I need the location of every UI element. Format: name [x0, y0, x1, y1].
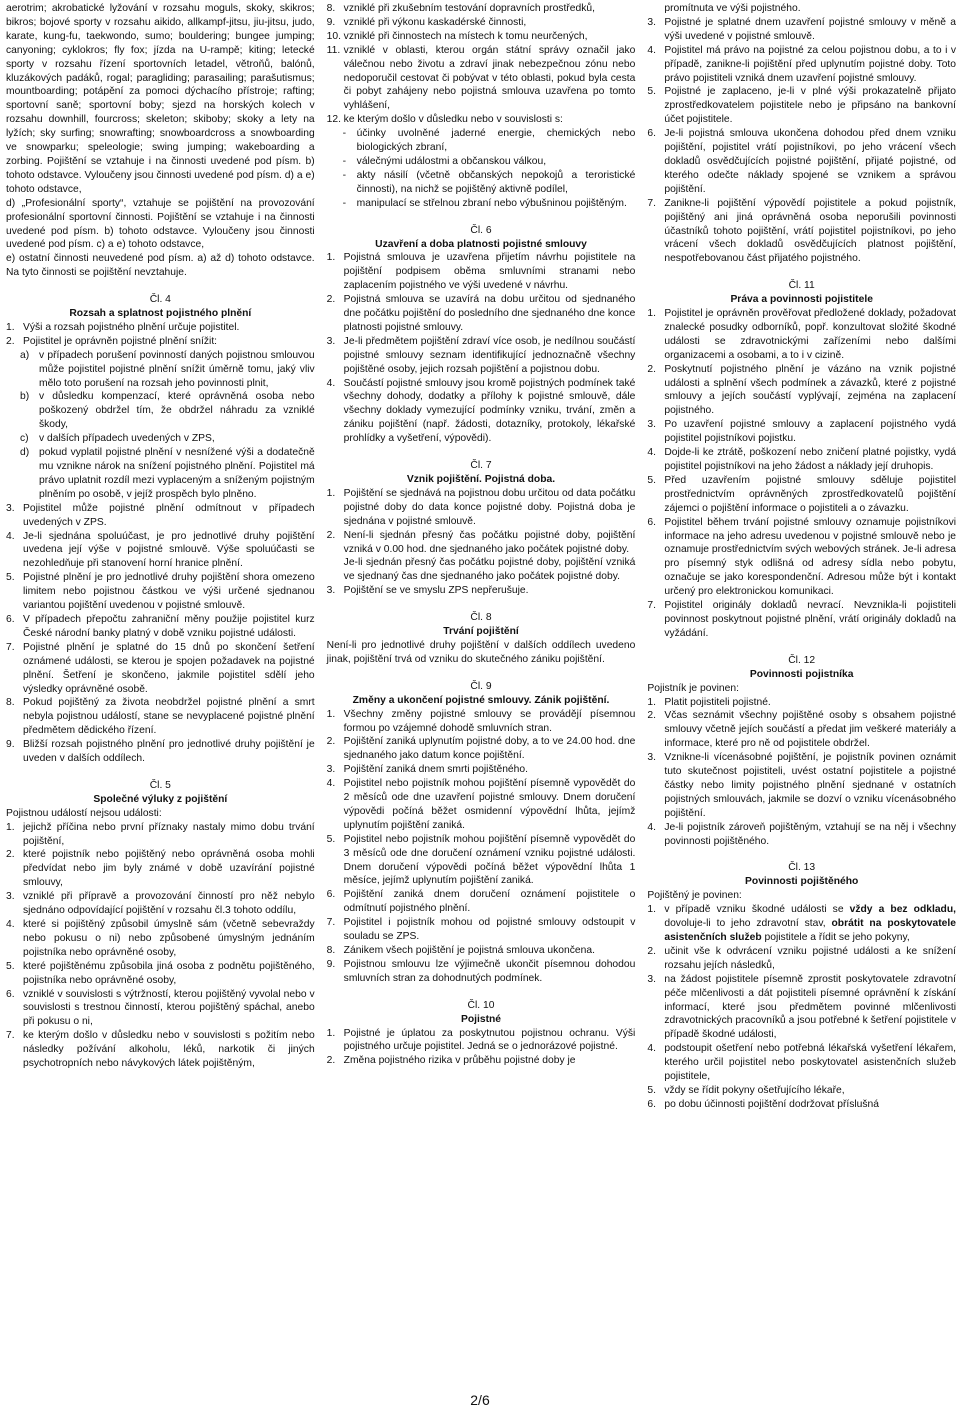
list-item: 1. jejichž příčina nebo první příznaky nastaly mimo dobu trvání pojištění, [6, 821, 315, 847]
article-number: Čl. 7 [470, 460, 492, 472]
list-item: 3. Po uzavření pojistné smlouvy a zaplacení pojistného vydá pojistitel pojistníkovi pojistku. [647, 419, 957, 445]
lead-text: Pojistnou událostí nejsou události: [6, 807, 162, 819]
list-item: 7. Pojistné plnění je splatné do 15 dnů po skončení šetření oznámené události, se kterou je spojen požadavek na pojistné plnění. Šetření je skončeno, jakmile pojistitel sdělí jeho výsledky oprávněné osobě. [6, 641, 315, 695]
list-item: 5. Pojistitel nebo pojistník mohou pojištění písemně vypovědět do 3 měsíců ode dne doručení oznámení vzniku pojistné události. Dnem doručení výpovědi počíná běžet výpovědní lhůta 1 měsíce, jejímž uplynutím pojištění zaniká. [326, 833, 636, 887]
list-item: 1. Pojištění se sjednává na pojistnou dobu určitou od data počátku pojistné doby do data konce pojistné doby. Pojistná doba je sjednána v pojistné smlouvě. [326, 487, 636, 527]
list-item: 8. vzniklé při zkušebním testování dopravních prostředků, [326, 3, 595, 14]
column-left [6, 2, 315, 1382]
list-item: 11. vzniklé v oblasti, kterou orgán státní správy označil jako válečnou nebo životu a zdraví jinak nebezpečnou zónu nebo nedoporučil cestovat či pobývat v této oblasti, pokud byla cesta či pobyt zahájeny nebo pojistná smlouva uzavřena po tomto vyhlášení, [326, 44, 636, 112]
article-heading [6, 293, 315, 321]
list-item: 2. učinit vše k odvrácení vzniku pojistné události a ke snížení rozsahu jejích následků, [647, 945, 957, 971]
list-item: 5. Pojistné plnění je pro jednotlivé druhy pojištění shora omezeno limitem nebo pojistnou částkou ve výši určené sjednanou variantou pojištění uvedenou v pojistné smlouvě. [6, 572, 315, 612]
sub-item: d) pokud vyplatil pojistné plnění v nesnížené výši a dodatečně mu vznikne nárok na snížení pojistného plnění. Pojistitel má právo uplatnit rozdíl mezi vyplaceným a sníženým pojistným plněním po osobě, v jejíž prospěch bylo plněno. [20, 447, 315, 500]
document-page [6, 2, 956, 1382]
article-heading [327, 680, 636, 708]
list-item: 2. Včas seznámit všechny pojištěné osoby s obsahem pojistné smlouvy včetně jejích součástí a předat jim veškeré materiály a informace, které pro ně od pojistitele obdržel. [647, 710, 957, 750]
list-item: 6. V případech přepočtu zahraniční měny použije pojistitel kurz České národní banky platný v době vzniku pojistné události. [6, 613, 315, 639]
list-item: 7. ke kterým došlo v důsledku nebo v souvislosti s požitím nebo následky požívání alkoholu, léků, narkotik či jiných psychotropních nebo návykových látek pojištěným, [6, 1030, 315, 1070]
indented-text: Je-li sjednán přesný čas počátku pojistné doby, pojištění vzniká ve sjednaný čas dne sjednaného jako počátek pojistné doby. [343, 557, 636, 583]
article-number: Čl. 6 [470, 224, 492, 236]
list-item: 2. Pojistná smlouva se uzavírá na dobu určitou od sjednaného dne počátku pojištění do posledního dne sjednaného dne konce platnosti pojistné smlouvy. [326, 294, 636, 333]
lead-text: Pojištěný je povinen: [647, 890, 742, 902]
list-item: 3. Pojistné je splatné dnem uzavření pojistné smlouvy v měně a výši uvedené v pojistné smlouvě. [647, 16, 957, 42]
article-title: Práva a povinnosti pojistitele [730, 294, 873, 306]
list-item: 2. Poskytnutí pojistného plnění je vázáno na vznik pojistné události a splnění všech podmínek a závazků, které z pojistné smlouvy a jejích součástí vyplývají, zejména na zaplacení pojistného. [647, 363, 957, 417]
list-item: 9. Pojistnou smlouvu lze výjimečně ukončit písemnou dohodou smluvních stran za dohodnutých podmínek. [326, 958, 636, 984]
list-item: 8. Zánikem všech pojištění je pojistná smlouva ukončena. [326, 945, 595, 956]
list-item: 4. Je-li sjednána spoluúčast, je pro jednotlivé druhy pojištění uvedena její výše v pojistné smlouvě. Výše spoluúčasti se nezohledňuje při stanovení horní hranice plnění. [6, 530, 315, 570]
list-item: 5. Před uzavřením pojistné smlouvy sděluje pojistitel prostřednictvím oprávněných zprostředkovatelů pojištění zájemci o pojištění informace o pojistiteli a o závazku. [647, 474, 957, 514]
list-item: 7. Zanikne-li pojištění výpovědí pojistitele a pokud pojistník, pojištěný ani jiná oprávněná osoba neporušili povinnosti účastníků tohoto pojištění, vrátí pojistitel pojistníkovi, po jeho vrácení všech dokladů osvědčujících platnost pojištění, nespotřebovanou část přijatého pojistného. [647, 197, 957, 265]
article-number: Čl. 5 [149, 779, 171, 791]
list-item: 8. Pokud pojištěný za života neobdržel pojistné plnění a smrt nebyla pojistnou událostí, stane se nevyplacené pojistné plnění předmětem dědického řízení. [6, 697, 315, 737]
article-number: Čl. 9 [470, 680, 492, 692]
article-heading [6, 779, 315, 807]
list-item: 1. Pojistitel je oprávněn prověřovat předložené doklady, požadovat znalecké posudky odborníků, popř. konzultovat složité škodné události se zdravotnickými zařízeními nebo dalšími organizacemi a osobami, a to i v cizině. [647, 308, 957, 361]
article-heading [327, 999, 636, 1027]
list-item: 3. Vznikne-li vícenásobné pojištění, je pojistník povinen oznámit tuto skutečnost pojistiteli, uvést ostatní pojistitele a pojistné částky nebo limity pojistného plnění sjednané v ostatních pojistných smlouvách, jakmile se dozví o vzniku vícenásobného pojištění. [647, 752, 957, 819]
continued-text: promítnuta ve výši pojistného. [664, 3, 801, 14]
list-item: 2. Není-li sjednán přesný čas počátku pojistné doby, pojištění vzniká v 0.00 hod. dne sjednaného jako počátek pojistné doby. [326, 529, 636, 555]
article-title: Rozsah a splatnost pojistného plnění [69, 308, 252, 320]
article-title: Povinnosti pojistníka [749, 668, 854, 680]
list-item: 6. Pojištění zaniká dnem doručení oznámení pojistitele o odmítnutí pojistného plnění. [326, 889, 636, 915]
dash-item: - manipulací se střelnou zbraní nebo výbušninou pojištěným. [342, 197, 627, 209]
list-item: 3. Pojištění se ve smyslu ZPS nepřerušuje. [326, 585, 529, 597]
list-item: 4. Pojistitel nebo pojistník mohou pojištění písemně vypovědět do 2 měsíců ode dne uzavření pojistné smlouvy. Dnem doručení výpovědi počíná běžet osmidenní výpovědní lhůta, jejímž uplynutím pojištění zaniká. [326, 778, 636, 831]
paragraph-intro: aerotrim; akrobatické lyžování v rozsahu moguls, skoky, skikros; bikros; bojové sporty v rozsahu aikido, allkampf-jitsu, jiu-jitsu, judo, karate, kung-fu, taekwondo, sumo; bouldering; bungee jumping; canyoning; cyklokros; fly fox; jízda na U-rampě; kiting; letecké sporty v rozsahu řízení sportovních letadel, větroňů, balónů, kluzákových padáků, rogal; paragliding; parasailing; parašutismus; mountboarding; potápění za pomoci dýchacího přístroje; rafting; sportovní saně; sportovní boby; sjezd na horských kolech v rozsahu downhill, fourcross; skeleton; skiboby; skoky a lety na lyžích; sky surfing; snowrafting; snowboardcross a snowboarding ve snowparku; speleologie; swing jumping; wakeboarding a zorbing. Pojištění se vztahuje i na činnosti uvedené pod písm. b) tohoto odstavce. Vyloučeny jsou činnosti uvedené pod písm. d) a e) tohoto odstavce, [6, 3, 315, 195]
list-item: 7. Pojistitel i pojistník mohou od pojistné smlouvy odstoupit v souladu se ZPS. [326, 917, 636, 943]
article-heading [647, 861, 956, 889]
list-item: 5. vždy se řídit pokyny ošetřujícího lékaře, [647, 1084, 845, 1096]
article-number: Čl. 4 [149, 294, 171, 306]
dash-item: - akty násilí (včetně občanských nepokojů a teroristické činnosti), na nichž se pojištěný aktivně podílel, [342, 169, 636, 195]
article-number: Čl. 10 [467, 999, 495, 1011]
article-heading [327, 459, 636, 487]
list-item: 7. Pojistitel originály dokladů nevrací. Nevznikla-li pojistiteli povinnost poskytnout pojistné plnění, vrátí originály dokladů na vyžádání. [647, 600, 957, 639]
lead-text: Pojistník je povinen: [647, 682, 739, 694]
list-item: 4. Součástí pojistné smlouvy jsou kromě pojistných podmínek také všechny dohody, dodatky a přílohy k pojistné smlouvě, dále všechny doklady vymezující podmínky vzniku, trvání, změn a zániku pojištění (např. žádosti, dotazníky, protokoly, lékařské prohlídky a vyšetření, výpovědi). [326, 377, 636, 445]
list-item: 1. Platit pojistiteli pojistné. [647, 696, 771, 708]
column-right [647, 2, 956, 1382]
list-item: 1. v případě vzniku škodné události se vždy a bez odkladu, dovoluje-li to jeho zdravotní stav, obrátit na poskytovatele asistenčních služeb pojistitele a řídit se jeho pokyny, [647, 904, 957, 943]
list-item: 4. Pojistitel má právo na pojistné za celou pojistnou dobu, a to i v případě, zanikne-li pojištění před uplynutím pojistné doby. Toto právo pojistiteli vzniká dnem uzavření pojistné smlouvy. [647, 44, 957, 84]
article-heading [647, 654, 956, 682]
article-title: Společné výluky z pojištění [93, 793, 228, 805]
list-item: 6. Pojistitel během trvání pojistné smlouvy oznamuje pojistníkovi informace na jeho adresu uvedenou v pojistné smlouvě nebo je oznamuje prostřednictvím svých webových stránek. Je-li adresa pro písemný styk odlišná od adresy sídla nebo pobytu, označuje se jako korespondenční. Adresou může být i kontakt určený pro elektronickou komunikaci. [647, 516, 957, 598]
list-item: 1. Pojistné je úplatou za poskytnutou pojistnou ochranu. Výši pojistného určuje pojistitel. Jedná se o jednorázové pojistné. [326, 1027, 636, 1053]
article-number: Čl. 13 [788, 862, 816, 874]
sub-item: c) v dalších případech uvedených v ZPS, [20, 433, 215, 445]
item-e: e) ostatní činnosti neuvedené pod písm. a) až d) tohoto odstavce. Na tyto činnosti se pojištění nevztahuje. [6, 253, 315, 279]
list-item: 12. ke kterým došlo v důsledku nebo v souvislosti s: [326, 114, 563, 126]
list-item: 6. Je-li pojistná smlouva ukončena dohodou před dnem vzniku pojištění, pojistitel vrátí pojistníkovi, po jeho vrácení všech dokladů osvědčujících pojistné pojištění, přijaté pojistné, od kterého odečte náklady spojené se vznikem a správou pojištění. [647, 128, 957, 195]
list-item: 6. po dobu účinnosti pojištění dodržovat příslušná [647, 1098, 879, 1110]
list-item: 4. Dojde-li ke ztrátě, poškození nebo zničení platné pojistky, vydá pojistitel pojistníkovi na jeho žádost a náklady její druhopis. [647, 447, 957, 472]
list-item: 2. které pojistník nebo pojištěný nebo oprávněná osoba mohli předvídat nebo jim byly známé v době uzavírání pojistné smlouvy, [6, 849, 315, 889]
article-heading [327, 224, 636, 252]
list-item: 3. vzniklé při přípravě a provozování činností pro něž nebylo sjednáno odpovídající pojištění v rozsahu čl.3 tohoto oddílu, [6, 891, 315, 917]
list-item: 1. Pojistná smlouva je uzavřena přijetím návrhu pojistitele na pojištění podpisem oběma smluvními stranami nebo zaplacením pojistného ve výši uvedené v návrhu. [326, 252, 636, 292]
list-item: 10. vzniklé při činnostech na místech k tomu neurčených, [326, 30, 588, 42]
article-title: Vznik pojištění. Pojistná doba. [406, 474, 556, 485]
article-number: Čl. 8 [470, 612, 492, 624]
sub-item: b) v důsledku kompenzací, které oprávněná osoba nebo poškozený obdržel tím, že obdržel náhradu za vzniklé škody, [20, 391, 315, 431]
list-item: 3. Pojistitel může pojistné plnění odmítnout v případech uvedených v ZPS. [6, 502, 315, 528]
list-item: 2. Změna pojistného rizika v průběhu pojistné doby je [326, 1055, 576, 1067]
list-item: 4. které si pojištěný způsobil úmyslně sám (včetně sebevraždy nebo pokusu o ni) nebo způsobené úmyslným jednáním pojistníka nebo oprávněné osoby, [6, 919, 315, 958]
article-title: Pojistné [460, 1013, 502, 1025]
article-title: Uzavření a doba platnosti pojistné smlouvy [375, 238, 587, 250]
list-item: 3. Je-li předmětem pojištění zdraví více osob, je nedílnou součástí pojistné smlouvy seznam identifikující jednoznačně všechny pojištěné osoby, jejich rozsah pojištění a pojistnou dobu. [326, 335, 636, 375]
page-number: 2/6 [470, 1392, 490, 1408]
paragraph: Není-li pro jednotlivé druhy pojištění v dalších oddílech uvedeno jinak, pojištění trvá od vzniku do skutečného zániku pojištění. [326, 639, 636, 665]
list-item: 9. vzniklé při výkonu kaskadérské činnosti, [326, 16, 527, 28]
list-item: 4. podstoupit ošetření nebo potřebná lékařská vyšetření lékařem, kterého určil pojistitel nebo poskytovatel asistenčních služeb pojistitele, [647, 1043, 957, 1083]
list-item: 1. Výši a rozsah pojistného plnění určuje pojistitel. [6, 321, 240, 333]
list-item: 3. na žádost pojistitele písemně zprostit poskytovatele zdravotní péče mlčenlivosti a dát pojistiteli písemné oprávnění k získání informací, které jsou předmětem povinné mlčenlivosti zdravotnických pracovníků a jsou potřebné k šetření pojistitele v případě škodné události, [647, 973, 957, 1041]
article-title: Změny a ukončení pojistné smlouvy. Zánik pojištění. [352, 694, 610, 706]
list-item: 5. které pojištěnému způsobila jiná osoba z podnětu pojištěného, pojistníka nebo oprávněné osoby, [6, 960, 315, 986]
article-heading [327, 611, 636, 639]
article-heading [647, 279, 956, 307]
column-middle [327, 2, 636, 1382]
article-number: Čl. 11 [788, 280, 815, 292]
dash-item: - válečnými událostmi a občanskou válkou, [342, 155, 547, 167]
list-item: 3. Pojištění zaniká dnem smrti pojištěného. [326, 764, 528, 776]
list-item: 4. Je-li pojistník zároveň pojištěným, vztahují se na něj i všechny povinnosti pojištěného. [647, 821, 957, 847]
list-item: 5. Pojistné je zaplaceno, je-li v plné výši prokazatelně přijato zprostředkovatelem pojistitele nebo je připsáno na bankovní účet pojistitele. [647, 86, 957, 126]
article-title: Trvání pojištění [443, 626, 519, 638]
list-item: 6. vzniklé v souvislosti s výtržností, kterou pojištěný vyvolal nebo v souvislosti s trestnou činností, kterou pojištěný spáchal, anebo při pokusu o ni, [6, 988, 315, 1028]
list-item: 9. Bližší rozsah pojistného plnění pro jednotlivé druhy pojištění je uveden v dalších oddílech. [6, 739, 315, 765]
list-item: 2. Pojistitel je oprávněn pojistné plnění snížit: [6, 335, 218, 347]
article-title: Povinnosti pojištěného [745, 876, 859, 888]
sub-item: a) v případech porušení povinností daných pojistnou smlouvou může pojistitel pojistné plnění snížit úměrně tomu, jaký vliv mělo toto porušení na rozsah jeho povinnosti plnit, [20, 349, 315, 389]
dash-item: - účinky uvolněné jaderné energie, chemických nebo biologických zbraní, [342, 128, 636, 154]
list-item: 1. Všechny změny pojistné smlouvy se provádějí písemnou formou po vzájemné dohodě smluvních stran. [326, 708, 636, 734]
item-d: d) „Profesionální sporty“, vztahuje se pojištění na provozování profesionální sportovní činnosti. Pojištění se vztahuje i na činnosti uvedené pod písm. b) tohoto odstavce. Vyloučeny jsou činnosti uvedené pod písm. c) a e) tohoto odstavce, [6, 197, 315, 251]
list-item: 2. Pojištění zaniká uplynutím pojistné doby, a to ve 24.00 hod. dne sjednaného jako datum konce pojištění. [326, 736, 636, 762]
article-number: Čl. 12 [788, 654, 816, 666]
